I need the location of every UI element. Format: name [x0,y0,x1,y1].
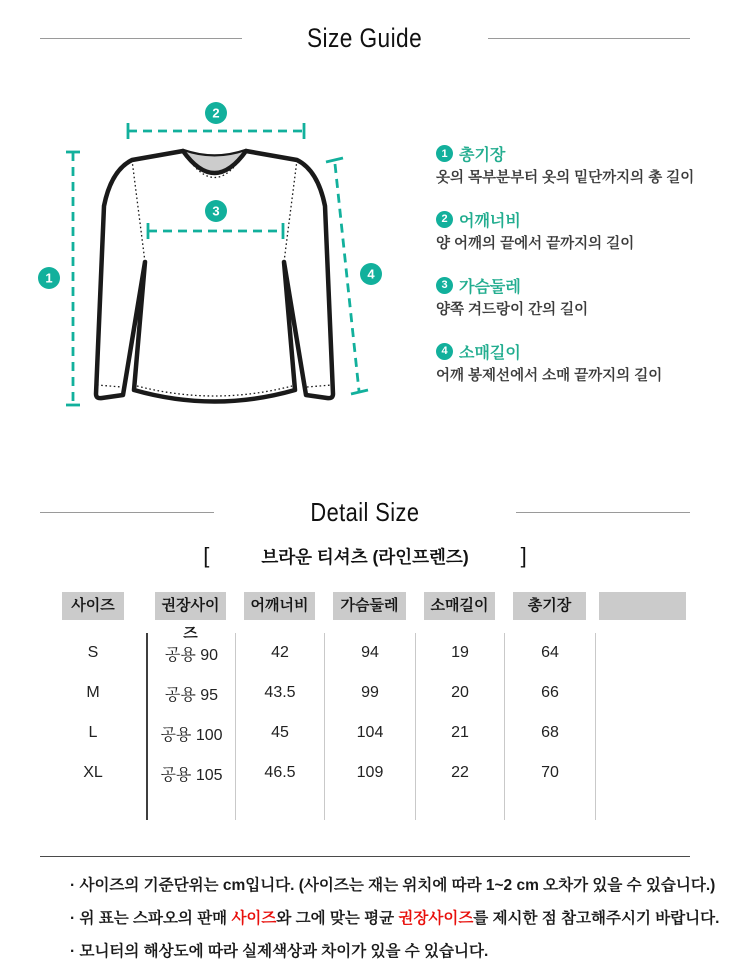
table-filler-cell [595,793,690,820]
header-cell-sleeve-length: 소매길이 [415,592,504,620]
table-cell: 19 [415,633,504,673]
header-cell-shoulder-width: 어깨너비 [235,592,324,620]
tshirt-measurement-diagram [30,100,430,430]
table-cell: 20 [415,673,504,713]
table-cell [595,673,690,713]
detail-size-header [40,496,690,528]
tshirt-illustration [30,100,430,430]
table-filler-cell [415,793,504,820]
product-name-row [0,543,730,569]
legend-item-total-length [436,142,722,188]
legend-title: 가슴둘레 [459,278,521,296]
legend-item-chest [436,274,722,320]
bracket-left: [ [203,543,210,568]
legend-title: 소매길이 [459,344,521,362]
svg-text:2: 2 [212,105,220,121]
header-cell-size: 사이즈 [40,592,146,620]
size-table-body [40,633,690,820]
size-guide-header [40,22,690,54]
legend-title: 총기장 [459,147,506,164]
header-cell-recommended-size: 권장사이즈 [146,592,235,620]
note-line-reference: · 위 표는 스파오의 판매 사이즈와 그에 맞는 평균 권장사이즈를 제시한 점 참고해주시기 바랍니다. [70,910,720,927]
measure-line-total-length [66,152,80,405]
header-cell-empty [595,592,690,620]
table-cell: L [88,724,98,741]
table-filler-cell [235,793,324,820]
note-red-recommended-size: 권장사이즈 [398,910,474,927]
table-cell: 66 [504,673,595,713]
header-cell-chest: 가슴둘레 [324,592,415,620]
measure-line-shoulder-width [128,123,304,139]
table-cell: 99 [324,673,415,713]
legend-badge-1: 1 [436,145,453,162]
legend-badge-3: 3 [436,277,453,294]
table-filler-cell [40,793,146,820]
header-cell-total-length: 총기장 [504,592,595,620]
diagram-badge-3 [205,200,227,222]
table-filler-cell [146,793,235,820]
table-cell: 70 [504,753,595,793]
table-cell: 68 [504,713,595,753]
table-cell [595,753,690,793]
table-cell: 22 [415,753,504,793]
svg-text:1: 1 [45,270,53,286]
size-table-header [40,592,690,642]
table-cell: 94 [324,633,415,673]
size-guide-title: Size Guide [307,22,423,53]
note-red-size: 사이즈 [231,910,277,927]
table-filler-cell [504,793,595,820]
svg-text:4: 4 [367,266,375,282]
table-cell: 45 [235,713,324,753]
table-filler-cell [324,793,415,820]
measurement-legend [436,142,722,405]
bracket-right: ] [520,543,527,568]
header-rule-left [40,512,214,513]
table-cell: 21 [415,713,504,753]
table-cell: M [86,684,100,701]
header-rule-right [488,38,690,39]
svg-text:3: 3 [212,203,220,219]
detail-size-title: Detail Size [310,496,420,527]
diagram-badge-2 [205,102,227,124]
legend-title: 어깨너비 [459,212,521,230]
table-cell: S [87,644,99,661]
note-line-unit: · 사이즈의 기준단위는 cm입니다. (사이즈는 재는 위치에 따라 1~2 cm 오차가 있을 수 있습니다.) [70,877,716,894]
table-cell [595,713,690,753]
table-cell: 46.5 [235,753,324,793]
table-cell: 공용 100 [146,713,235,753]
table-cell: 공용 105 [146,753,235,793]
table-cell: 109 [324,753,415,793]
table-cell: XL [83,764,103,781]
legend-badge-2: 2 [436,211,453,228]
legend-desc: 양 어깨의 끝에서 끝까지의 길이 [436,235,635,252]
legend-desc: 옷의 목부분부터 옷의 밑단까지의 총 길이 [436,170,695,186]
table-cell: 공용 95 [146,673,235,713]
diagram-badge-1 [38,267,60,289]
table-cell: 104 [324,713,415,753]
legend-desc: 어깨 봉제선에서 소매 끝까지의 길이 [436,367,663,384]
product-name: 브라운 티셔츠 (라인프렌즈) [261,546,469,567]
legend-item-shoulder-width [436,208,722,254]
legend-item-sleeve-length [436,340,722,386]
footer-notes [70,869,719,968]
table-cell: 43.5 [235,673,324,713]
table-cell: 42 [235,633,324,673]
note-line-monitor: · 모니터의 해상도에 따라 실제색상과 차이가 있을 수 있습니다. [70,943,489,960]
header-rule-left [40,38,242,39]
header-rule-right [516,512,690,513]
table-cell: 공용 90 [146,633,235,673]
table-cell [595,633,690,673]
table-cell: 64 [504,633,595,673]
legend-desc: 양쪽 겨드랑이 간의 길이 [436,301,589,318]
footer-divider [40,856,690,857]
diagram-badge-4 [360,263,382,285]
legend-badge-4: 4 [436,343,453,360]
tshirt-outline [96,151,333,402]
